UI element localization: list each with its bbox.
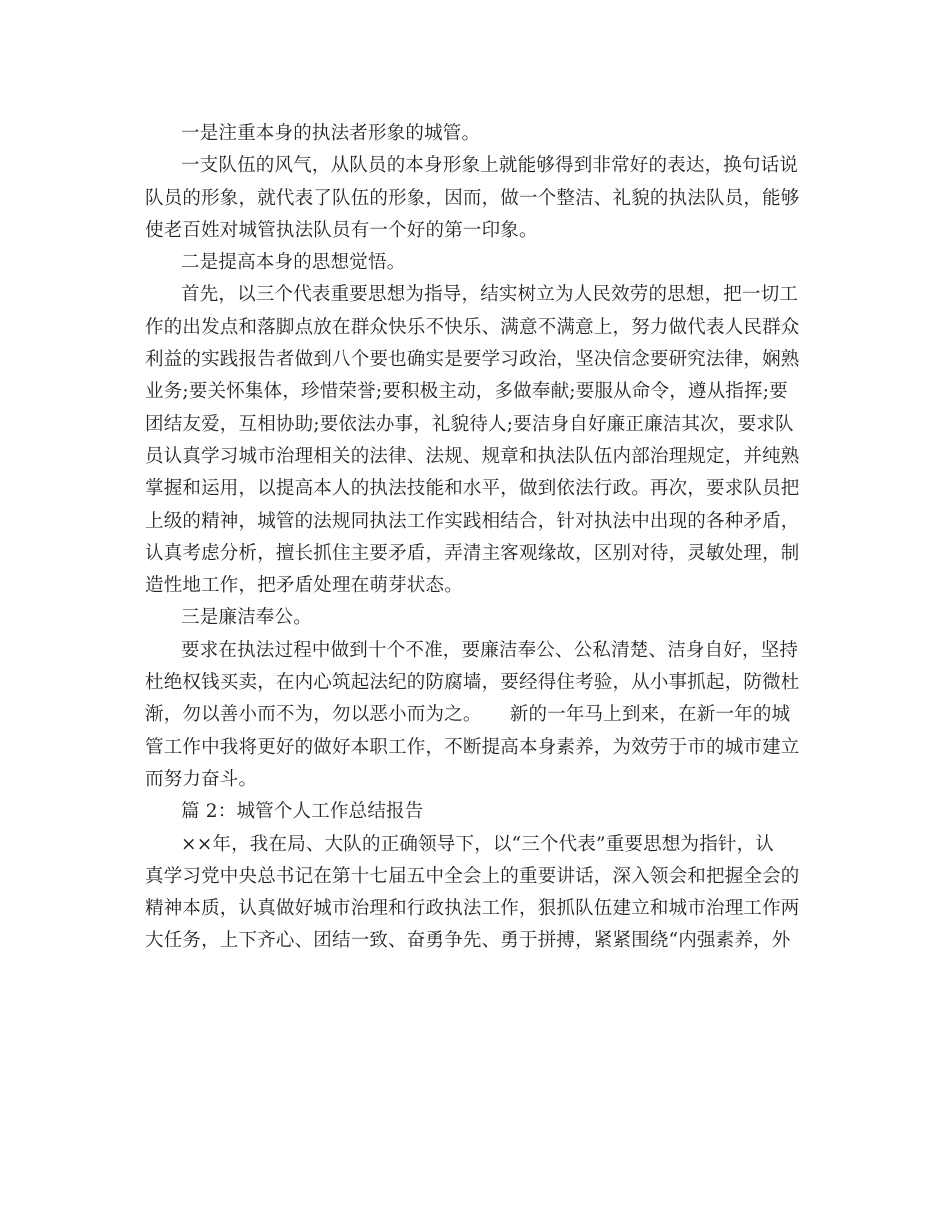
section-heading: 一是注重本身的执法者形象的城管。 <box>181 123 481 144</box>
paragraph-line: 利益的实践报告者做到八个要也确实是要学习政治，坚决信念要研究法律，娴熟 <box>145 349 800 371</box>
paragraph-line: 员认真学习城市治理相关的法律、法规、规章和执法队伍内部治理规定，并纯熟 <box>145 445 800 467</box>
paragraph-line: 大任务，上下齐心、团结一致、奋勇争先、勇于拼搏，紧紧围绕“内强素养，外 <box>145 930 791 952</box>
document-body <box>145 118 800 958</box>
paragraph-line: 而努力奋斗。 <box>145 768 258 790</box>
paragraph-line: 作的出发点和落脚点放在群众快乐不快乐、满意不满意上，努力做代表人民群众 <box>145 316 800 338</box>
paragraph-line: 渐，勿以善小而不为，勿以恶小而为之。 新的一年马上到来，在新一年的城 <box>145 704 791 726</box>
paragraph-line: 要求在执法过程中做到十个不准，要廉洁奉公、公私清楚、洁身自好，坚持 <box>181 639 799 661</box>
paragraph-line: 管工作中我将更好的做好本职工作，不断提高本身素养，为效劳于市的城市建立 <box>145 736 800 758</box>
paragraph-line: 团结友爱，互相协助;要依法办事，礼貌待人;要洁身自好廉正廉洁其次，要求队 <box>145 413 794 435</box>
paragraph-line: 使老百姓对城管执法队员有一个好的第一印象。 <box>145 219 538 241</box>
paragraph-line: 上级的精神，城管的法规同执法工作实践相结合，针对执法中出现的各种矛盾， <box>145 510 800 532</box>
paragraph-line: 真学习党中央总书记在第十七届五中全会上的重要讲话，深入领会和把握全会的 <box>145 865 800 887</box>
paragraph-line: 认真考虑分析，擅长抓住主要矛盾，弄清主客观缘故，区别对待，灵敏处理，制 <box>145 542 800 564</box>
paragraph-line: 业务;要关怀集体，珍惜荣誉;要积极主动，多做奉献;要服从命令，遵从指挥;要 <box>145 381 788 403</box>
section-heading: 二是提高本身的思想觉悟。 <box>181 252 406 274</box>
paragraph-line: ××年，我在局、大队的正确领导下，以“三个代表”重要思想为指针，认 <box>181 833 775 855</box>
paragraph-line: 首先，以三个代表重要思想为指导，结实树立为人民效劳的思想，把一切工 <box>181 284 799 306</box>
paragraph-line: 一支队伍的风气，从队员的本身形象上就能够得到非常好的表达，换句话说 <box>181 155 799 177</box>
paragraph-line: 造性地工作，把矛盾处理在萌芽状态。 <box>145 575 463 597</box>
paragraph-line: 掌握和运用，以提高本人的执法技能和水平，做到依法行政。再次，要求队员把 <box>145 478 800 500</box>
chapter-title: 篇 2：城管个人工作总结报告 <box>181 801 424 823</box>
section-heading: 三是廉洁奉公。 <box>181 607 312 629</box>
paragraph-line: 队员的形象，就代表了队伍的形象，因而，做一个整洁、礼貌的执法队员，能够 <box>145 187 800 209</box>
paragraph-line: 精神本质，认真做好城市治理和行政执法工作，狠抓队伍建立和城市治理工作两 <box>145 898 800 920</box>
paragraph-line: 杜绝权钱买卖，在内心筑起法纪的防腐墙，要经得住考验，从小事抓起，防微杜 <box>145 672 800 694</box>
